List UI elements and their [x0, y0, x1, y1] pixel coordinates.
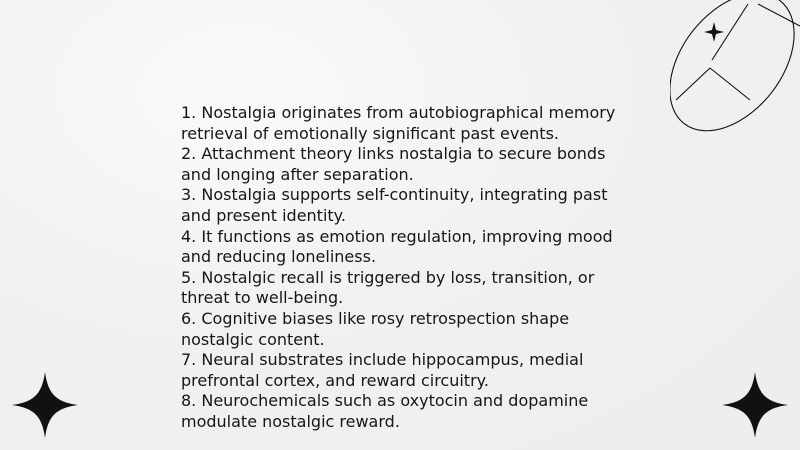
list-item: 4. It functions as emotion regulation, improving mood and reducing loneliness. [181, 226, 613, 267]
list-item: 7. Neural substrates include hippocampus, medial prefrontal cortex, and reward circuitry. [181, 350, 584, 390]
four-point-star-icon [12, 372, 78, 438]
list-item: 5. Nostalgic recall is triggered by loss, transition, or threat to well-being. [181, 267, 595, 308]
list-item: 6. Cognitive biases like rosy retrospection shape nostalgic content. [181, 308, 570, 349]
content-list [181, 103, 631, 433]
four-point-star-icon [722, 372, 788, 438]
list-item: 1. Nostalgia originates from autobiographical memory retrieval of emotionally significant past events. [181, 103, 616, 143]
list-item: 3. Nostalgia supports self-continuity, integrating past and present identity. [181, 185, 608, 225]
list-item: 2. Attachment theory links nostalgia to secure bonds and longing after separation. [181, 144, 606, 184]
list-item: 8. Neurochemicals such as oxytocin and dopamine modulate nostalgic reward. [181, 391, 589, 431]
orbit-lines-icon [670, 0, 800, 145]
